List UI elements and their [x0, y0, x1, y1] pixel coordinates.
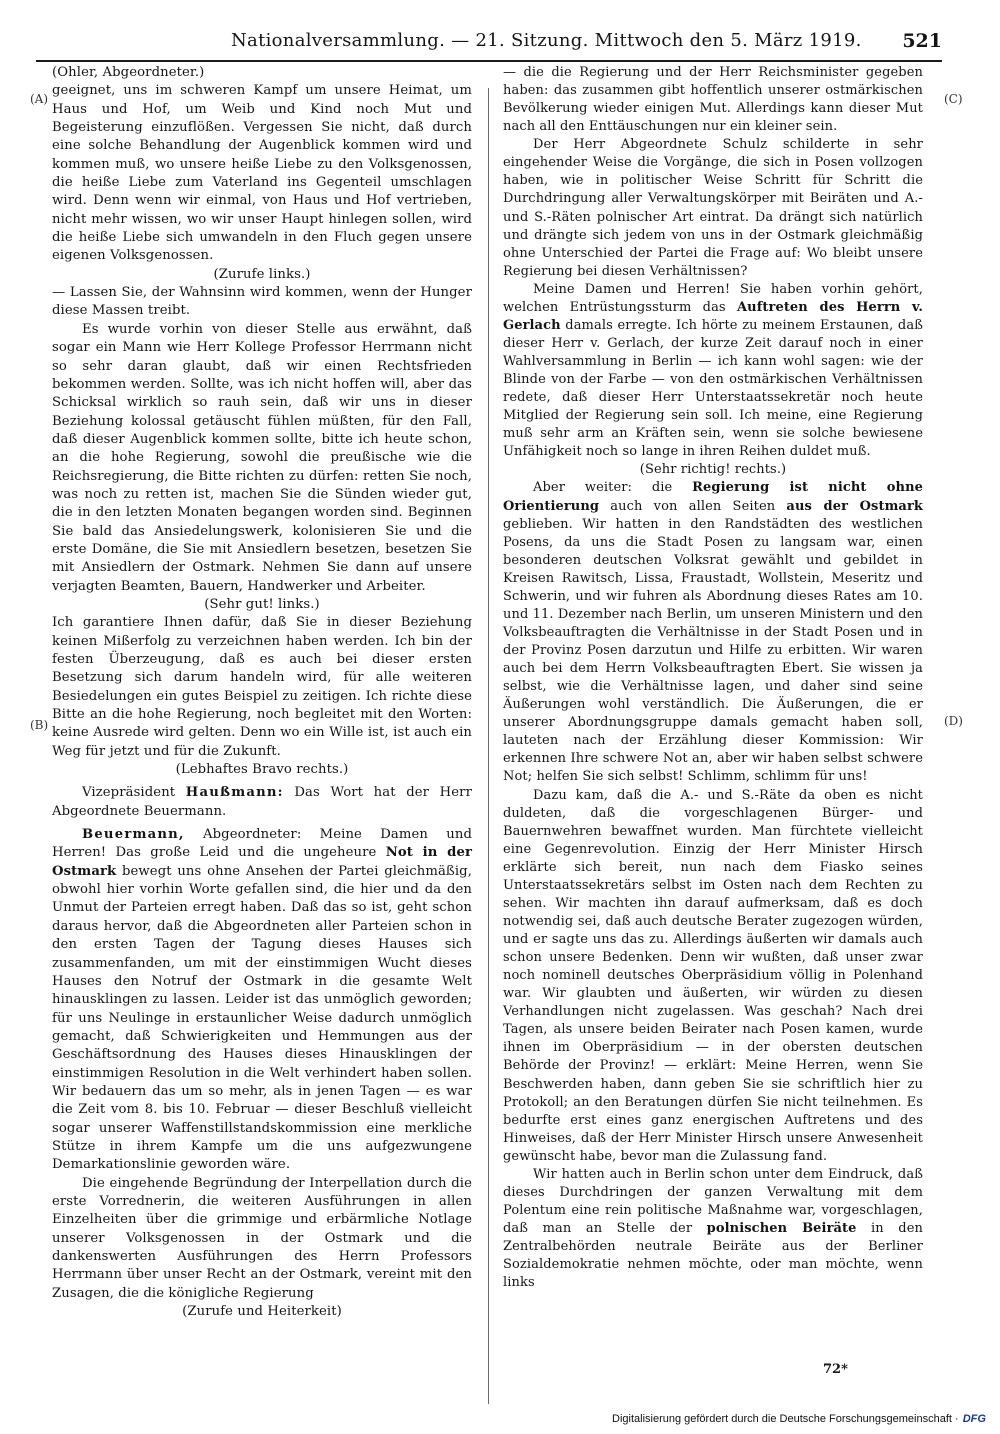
paragraph-text: Meine Damen und Herren! Sie haben vorhin gehört, welchen Entrüstungssturm das: [503, 281, 923, 315]
margin-marker-a: (A): [30, 92, 49, 106]
credit-text: Digitalisierung gefördert durch die Deutsche Forschungsgemeinschaft ·: [612, 1413, 959, 1425]
paragraph-text: Wir hatten auch in Berlin schon unter dem Eindruck, daß dieses Durchdringen der ganzen Verwaltung mit dem Polentum eine rein politische Maßnahme war, vorgeschlagen, daß man an Stelle der: [503, 1166, 923, 1236]
digitization-credit: [612, 1413, 986, 1425]
running-title: Nationalversammlung. — 21. Sitzung. Mittwoch den 5. März 1919.: [231, 30, 862, 51]
speaker-name: Haußmann:: [185, 785, 284, 801]
page-number: 521: [902, 30, 942, 52]
paragraph: — Lassen Sie, der Wahnsinn wird kommen, wenn der Hunger diese Massen treibt.: [52, 285, 472, 319]
margin-marker-b: (B): [30, 718, 49, 732]
page-header: [36, 26, 942, 62]
emphasis: aus der Ostmark: [786, 498, 924, 514]
speech-text: Abgeordneter: Meine Damen und Herren! Das große Leid und die ungeheure: [52, 827, 472, 861]
speaker-role: Vizepräsident: [82, 785, 186, 801]
left-column: [52, 64, 472, 1321]
paragraph: [503, 1166, 923, 1292]
paragraph: Der Herr Abgeordnete Schulz schilderte in sehr eingehender Weise die Vorgänge, die sich in Posen vollzogen haben, wie in politischer Weise Schritt für Schritt die Durchdringung aller Verwaltungskörper mit Beiräten und A.- und S.-Räten polnischer Art eintrat. Da drängt sich natürlich und drängte sich jedem von uns in der Ostmark gleichmäßig ohne Unterschied der Partei die Frage auf: Wo bleibt unsere Regierung bei diesen Verhältnissen?: [503, 137, 923, 279]
paragraph-text: damals erregte. Ich hörte zu meinem Erstaunen, daß dieser Herr v. Gerlach, der kurze Zeit darauf noch in einer Wahlversammlung in Berlin — ich kann wohl sagen: wie der Blinde von der Farbe — von den ostmärkischen Verhältnissen redete, daß dieser Herr Unterstaatssekretär noch heute Mitglied der Regierung sein soll. Ich meine, eine Regierung muß sehr arm an Kräften sein, wenn sie solche bewiesene Unfähigkeit noch so lange in ihren Reihen duldet muß.: [503, 317, 923, 460]
paragraph: Dazu kam, daß die A.- und S.-Räte da oben es nicht duldeten, daß die vorgeschlagenen Bürger- und Bauernwehren bewaffnet wurden. Man fürchtete vielleicht eine Gegenrevolution. Einzig der Herr Minister Hirsch erklärte sich bereit, nun nach dem Fiasko seines Unterstaatssekretärs selbst im Osten nach dem Rechten zu sehen. Wir machten ihn darauf aufmerksam, daß es doch notwendig sei, daß auch deutsche Berater zugezogen würden, und er sagte uns das zu. Allerdings äußerten wir damals auch schon unsere Bedenken. Denn wir wußten, daß unser zwar noch nominell deutsches Oberpräsidium völlig in Polenhand war. Wir glaubten und äußerten, wir würden zu diesen Verhandlungen nicht zugelassen. Was geschah? Nach drei Tagen, als unsere beiden Beirater nach Posen kamen, wurde ihnen im Oberpräsidium — in der obersten deutschen Behörde der Provinz! — erklärt: Meine Herren, wenn Sie Beschwerden haben, dann geben Sie sie schriftlich hier zu Protokoll; an den Beratungen dürfen Sie nicht teilnehmen. Es bedurfte erst eines ganz energischen Auftretens und des Hinweises, daß der Herr Minister Hirsch unsere Anwesenheit gewünscht habe, bevor man die Zulassung fand.: [503, 787, 923, 1164]
dfg-logo: DFG: [962, 1413, 986, 1425]
paragraph: Es wurde vorhin von dieser Stelle aus erwähnt, daß sogar ein Mann wie Herr Kollege Professor Herrmann nicht so sehr daran glaubt, daß wir einen Rechtsfrieden bekommen werden. Sollte, was ich nicht hoffen will, aber das Schicksal wirklich so rauh sein, daß wir uns in dieser Beziehung kolossal getäuscht fühlen müßten, für den Fall, daß dieser Augenblick kommen sollte, bitte ich heute schon, an die hohe Regierung, sowohl die preußische wie die Reichsregierung, die Bitte richten zu dürfen: retten Sie noch, was noch zu retten ist, machen Sie die Sünden wieder gut, die in den letzten Monaten begangen worden sind. Beginnen Sie bald das Ansiedelungswerk, kolonisieren Sie und die erste Domäne, die Sie mit Ansiedlern besetzen, besetzen Sie mit Ansiedlern der Ostmark. Nehmen Sie dann auf unsere verjagten Beamten, Bauern, Handwerker und Arbeiter.: [52, 321, 472, 594]
paragraph-text: Aber weiter: die: [533, 480, 693, 496]
interjection: (Zurufe links.): [213, 266, 311, 282]
paragraph: [503, 479, 923, 786]
interjection: (Sehr gut! links.): [204, 596, 320, 612]
paragraph-text: geblieben. Wir hatten in den Randstädten des westlichen Posens, da uns die Stadt Posen zu langsam war, einen besonderen deutschen Volksrat gewählt und gebildet in Kreisen Rawitsch, Lissa, Fraustadt, Wollstein, Meseritz und Schwerin, und wir fuhren als Abordnung dieses Rates am 10. und 11. Dezember nach Berlin, um unseren Ministern und den Volksbeauftragten die Verhältnisse in der Stadt Posen und in der Provinz Posen darzutun und Hilfe zu erbitten. Wir waren auch bei dem Herrn Volksbeauftragten Ebert. Sie wissen ja selbst, wie die Verhältnisse lagen, und daher sind seine Äußerungen wohl verständlich. Die Äußerungen, die er unserer Abordnungsgruppe damals gemacht haben soll, lauteten nach der Erzählung dieser Kommission: Wir erkennen Ihre schwere Not an, aber wir haben selbst schwere Not; helfen Sie sich selbst! Schlimm, schlimm für uns!: [503, 516, 923, 785]
column-divider: [488, 88, 489, 1404]
emphasis: Auftreten des Herrn v. Gerlach: [503, 299, 923, 333]
paragraph: Ich garantiere Ihnen dafür, daß Sie in dieser Beziehung keinen Mißerfolg zu verzeichnen haben werden. Ich bin der festen Überzeugung, daß es auch bei dieser ersten Besetzung sich darum handeln wird, für alle weiteren Besiedelungen ein gutes Beispiel zu zeitigen. Ich richte diese Bitte an die hohe Regierung, noch begleitet mit den Worten: keine Ausrede wird gelten. Denn wo ein Wille ist, ist auch ein Weg für jetzt und für die Zukunft.: [52, 615, 472, 759]
emphasis: Not in der Ostmark: [52, 845, 473, 879]
speech-text: bewegt uns ohne Ansehen der Partei gleichmäßig, obwohl hier vorhin Worte gefallen sind, die hier und da den Unmut der Parteien erregt haben. Daß das so ist, geht schon daraus hervor, daß die Abgeordneten aller Parteien schon in den ersten Tagen der Tagung dieses Hauses sich zusammenfanden, um mit der einstimmigen Wucht dieses Hauses den Notruf der Ostmark in die gesamte Welt hinausklingen zu lassen. Leider ist das unmöglich geworden; für uns Neulinge in erstaunlicher Weise dadurch unmöglich gemacht, daß Schwierigkeiten und Hemmungen aus der Geschäftsordnung des Hauses dieses Hinausklingen der einstimmigen Resolution in die Welt verhindert haben sollen. Wir bedauern das um so mehr, als in jenen Tagen — es war die Zeit vom 8. bis 10. Februar — dieser Beschluß vielleicht sogar unserer Waffenstillstandskommission eine merkliche Stütze in ihrem Kampfe um die uns aufgezwungene Demarkationslinie geworden wäre.: [52, 863, 472, 1173]
statement-text: Das Wort hat der Herr Abgeordnete Beuermann.: [52, 785, 472, 819]
paragraph: — die die Regierung und der Herr Reichsminister gegeben haben: das zusammen gibt hoffentlich unserer ostmärkischen Bevölkerung wieder einigen Mut. Allerdings kann dieser Mut nach all den Enttäuschungen nur ein kleiner sein.: [503, 65, 923, 135]
emphasis: Regierung ist nicht ohne Orientierung: [503, 480, 923, 514]
margin-marker-d: (D): [944, 714, 963, 728]
margin-marker-c: (C): [944, 92, 963, 106]
emphasis: polnischen Beiräte: [706, 1221, 857, 1236]
paragraph: Die eingehende Begründung der Interpellation durch die erste Vorrednerin, die weiteren Ausführungen in allen Einzelheiten über die grimmige und erbärmliche Notlage unserer Volksgenossen in der Ostmark und die dankenswerten Ausführungen des Herrn Professors Herrmann über unser Recht an der Ostmark, vereint mit den Zusagen, die die königliche Regierung: [52, 1175, 472, 1301]
vice-president-statement: [52, 784, 472, 821]
interjection: (Lebhaftes Bravo rechts.): [175, 762, 349, 778]
interjection: (Zurufe und Heiterkeit): [182, 1304, 342, 1320]
signature-mark: 72*: [823, 1362, 848, 1377]
paragraph: [503, 281, 923, 462]
speaker-context: (Ohler, Abgeordneter.): [52, 65, 205, 80]
paragraph-text: in den Zentralbehörden neutrale Beiräte aus der Berliner Sozialdemokratie nehmen möchte, oder man möchte, wenn links: [503, 1221, 923, 1291]
speaker-name: Beuermann,: [82, 827, 185, 843]
paragraph-text: auch von allen Seiten: [599, 498, 787, 514]
speech-opening: [52, 826, 472, 1175]
interjection: (Sehr richtig! rechts.): [639, 462, 787, 478]
paragraph: geeignet, uns im schweren Kampf um unsere Heimat, um Haus und Hof, um Weib und Kind noch Mut und Begeisterung einzuflößen. Vergessen Sie nicht, daß durch eine solche Behandlung der Augenblick kommen wird und kommen muß, wo unsere heiße Liebe zu den Volksgenossen, die heiße Liebe zum Vaterland ins Gegenteil umschlagen wird. Denn wenn wir einmal, von Haus und Hof vertrieben, nicht mehr wissen, wo wir unser Haupt hinlegen sollen, wird die heiße Liebe sich umwandeln in den Fluch gegen unsere eigenen Volksgenossen.: [52, 83, 472, 264]
right-column: [503, 64, 923, 1292]
